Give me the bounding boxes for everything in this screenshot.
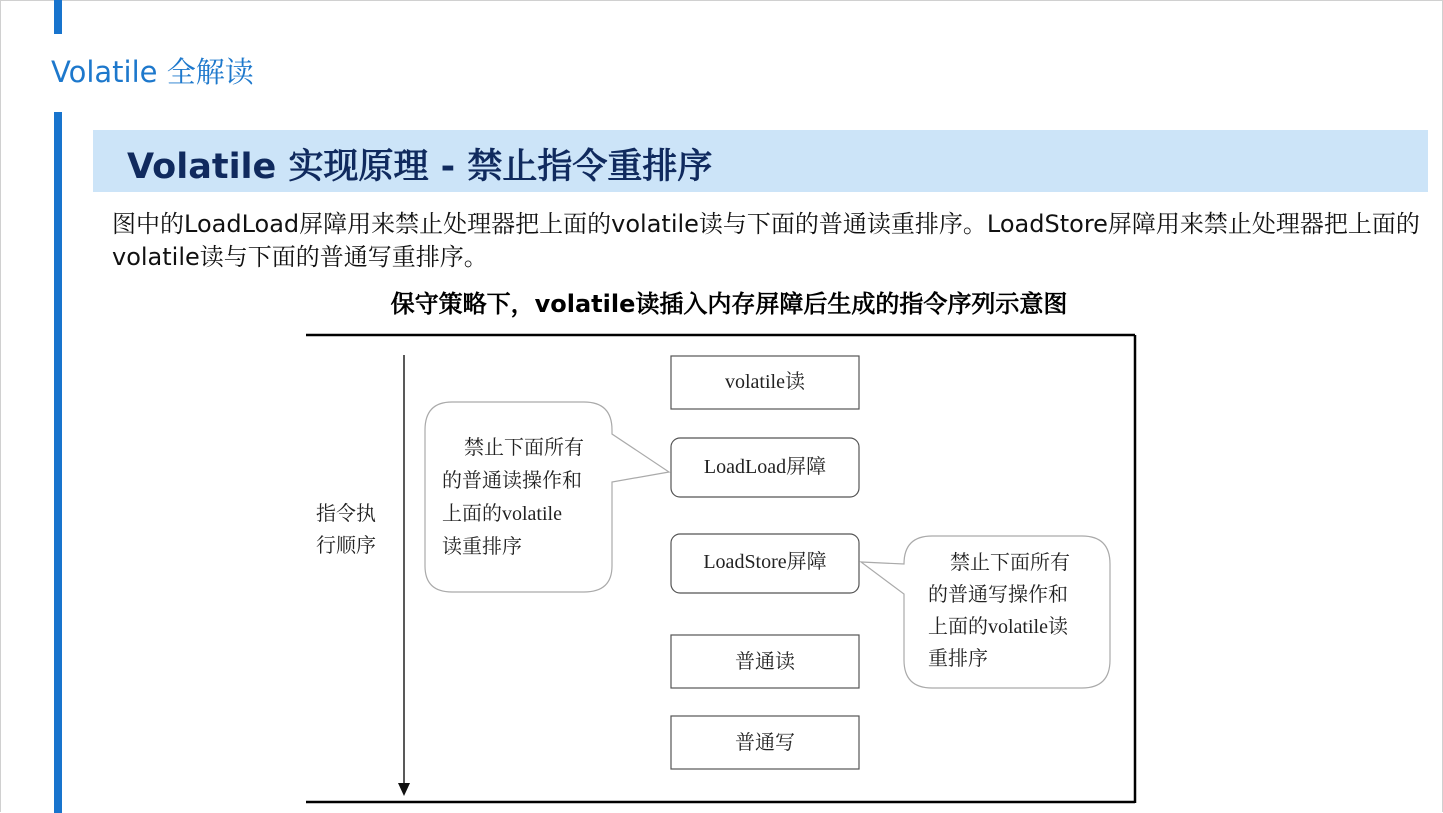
callout-right-line-4: 重排序 [928,648,988,670]
figure-caption: 保守策略下，volatile读插入内存屏障后生成的指令序列示意图 [390,290,1068,318]
side-accent-bar [54,112,62,813]
instruction-label-volatile-read: volatile读 [725,371,805,393]
callout-left [425,402,669,592]
top-accent-bar [54,0,62,34]
instruction-label-normal-read: 普通读 [735,651,795,673]
slide-heading: Volatile 实现原理 - 禁止指令重排序 [127,147,713,187]
order-label-line-2: 行顺序 [316,535,376,557]
callout-left-line-4: 读重排序 [442,536,522,558]
instruction-label-loadload-barrier: LoadLoad屏障 [703,456,827,478]
callout-right-line-2: 的普通写操作和 [928,584,1068,606]
instruction-label-loadstore-barrier: LoadStore屏障 [703,551,827,573]
slide-heading-bar [93,130,1428,192]
slide-description: 图中的LoadLoad屏障用来禁止处理器把上面的volatile读与下面的普通读重排序。LoadStore屏障用来禁止处理器把上面的volatile读与下面的普通写重排序。 [112,210,1420,271]
order-arrow-head [398,783,410,796]
section-title: Volatile 全解读 [51,55,254,89]
callout-left-line-2: 的普通读操作和 [442,470,582,492]
instruction-sequence-diagram [300,330,1140,808]
callout-right-line-1: 禁止下面所有 [950,552,1070,574]
instruction-label-normal-write: 普通写 [735,732,795,754]
order-label-line-1: 指令执 [316,503,376,525]
callout-left-line-1: 禁止下面所有 [464,437,584,459]
callout-left-line-3: 上面的volatile [442,503,562,525]
callout-right-line-3: 上面的volatile读 [928,616,1068,638]
